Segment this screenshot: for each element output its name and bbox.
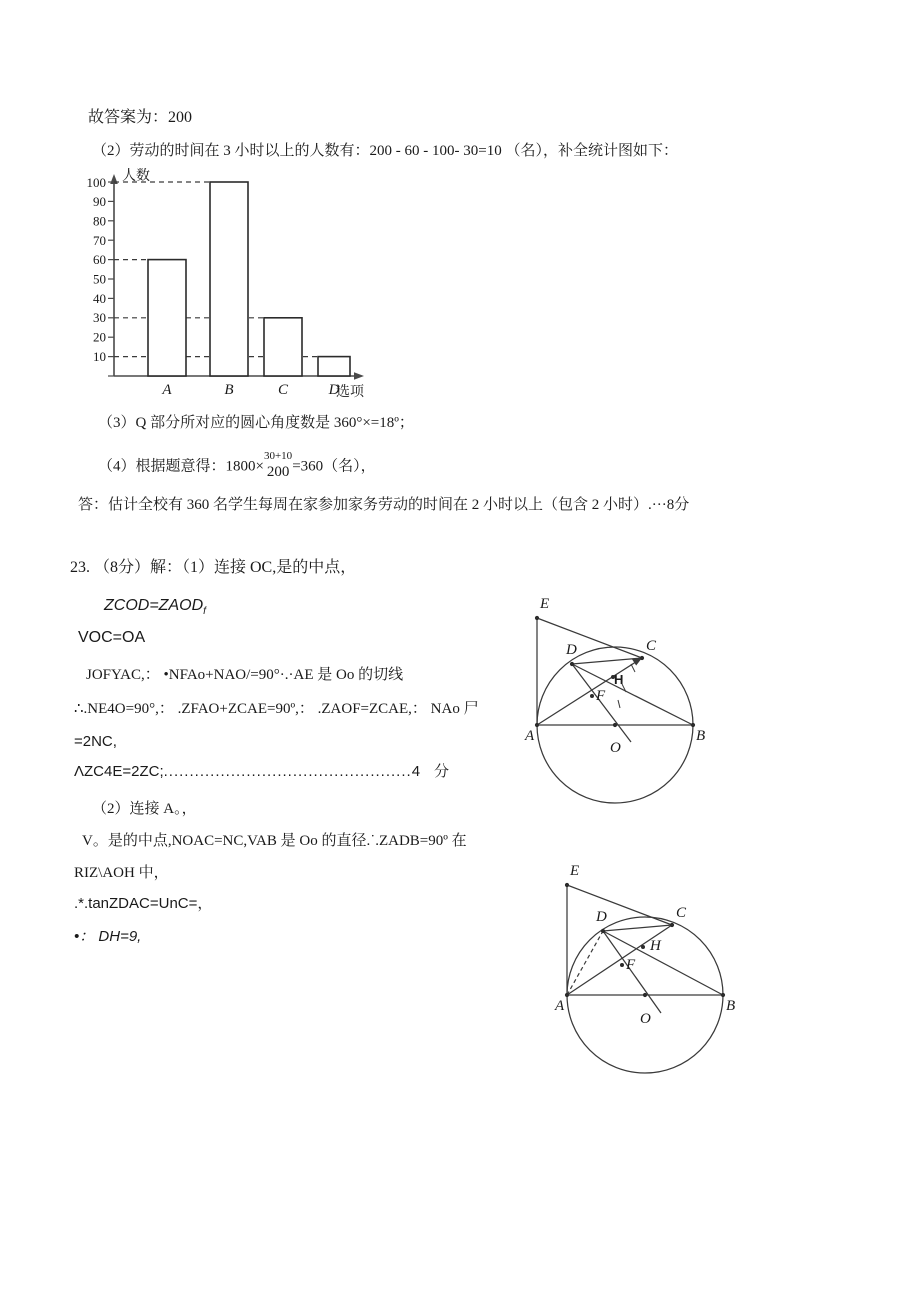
svg-text:D: D — [328, 382, 340, 398]
label-H: H — [650, 938, 661, 954]
svg-text:30: 30 — [93, 310, 106, 325]
conclusion-line: 答：估计全校有 360 名学生每周在家参加家务劳动的时间在 2 小时以上（包含 2 小时）.···8分 — [78, 497, 690, 513]
q23-line-3: JOFYAC,： •NFAo+NAO/=90°·.·AE 是 Oo 的切线 — [86, 667, 404, 683]
circle-diagram-2 — [500, 845, 800, 1100]
label-B: B — [726, 998, 736, 1014]
fraction-denominator: 200 — [266, 463, 290, 480]
label-F: F — [596, 688, 606, 704]
item-2-text: （2）劳动的时间在 3 小时以上的人数有：200 - 60 - 100- 30=10 （名），补全统计图如下： — [92, 143, 678, 159]
q23-line-6-unit: 分 — [434, 764, 450, 780]
label-D: D — [596, 909, 607, 925]
q23-part2-line-1: V。是的中点,NOAC=NC,VAB 是 Oo 的直径.˙.ZADB=90º 在 — [82, 833, 467, 849]
svg-text:50: 50 — [93, 271, 106, 287]
label-D: D — [566, 642, 577, 658]
label-F: F — [626, 957, 636, 973]
q23-part2-line-4: •： DH=9, — [74, 928, 142, 945]
bar-chart — [78, 168, 378, 408]
svg-text:10: 10 — [93, 349, 106, 364]
label-C: C — [646, 638, 657, 654]
item-4-text — [98, 452, 376, 482]
item-4-prefix: （4）根据题意得：1800× — [98, 458, 264, 475]
svg-text:A: A — [162, 382, 172, 398]
label-O: O — [640, 1011, 651, 1027]
question-23-heading: 23. （8分）解：（1）连接 OC,是的中点， — [70, 559, 357, 576]
q23-line-6-dots: ................................................ — [163, 763, 412, 780]
label-B: B — [696, 728, 706, 744]
label-A: A — [555, 998, 565, 1014]
q23-line-2: VOC=OA — [78, 629, 146, 646]
label-H: H — [614, 672, 624, 687]
answer-line-200: 故答案为：200 — [88, 109, 193, 126]
q23-line-6 — [74, 763, 449, 782]
svg-text:90: 90 — [93, 194, 106, 209]
label-A: A — [525, 728, 535, 744]
q23-line-1-main: ZCOD=ZAOD — [104, 597, 204, 614]
dashed-chord-AD — [567, 931, 603, 995]
label-C: C — [676, 905, 687, 921]
svg-text:20: 20 — [93, 329, 106, 345]
svg-text:70: 70 — [93, 233, 106, 248]
q23-part2-line-2: RIZ\AOH 中， — [74, 865, 169, 881]
q23-line-5: =2NC, — [74, 733, 117, 750]
svg-text:B: B — [224, 382, 234, 398]
label-E: E — [540, 596, 550, 612]
q23-part2-heading: （2）连接 A。， — [92, 801, 197, 817]
q23-line-1 — [104, 596, 206, 619]
q23-line-1-subscript: f — [203, 606, 206, 618]
item-3-text: （3）Q 部分所对应的圆心角度数是 360°×=18º； — [98, 415, 414, 431]
q23-line-6-score: 4 — [411, 763, 421, 780]
q23-line-4: ∴.NE4O=90°,： .ZFAO+ZCAE=90º,： .ZAOF=ZCAE,： NAo 尸 — [74, 701, 479, 717]
svg-text:C: C — [277, 382, 289, 398]
svg-text:100: 100 — [86, 175, 106, 190]
fraction-numerator: 30+10 — [263, 450, 293, 462]
svg-text:人数: 人数 — [122, 169, 150, 184]
circle-diagram-1 — [500, 580, 800, 835]
svg-text:80: 80 — [93, 213, 106, 229]
svg-text:40: 40 — [93, 291, 106, 306]
svg-text:60: 60 — [93, 252, 106, 267]
label-E: E — [570, 863, 580, 879]
label-O: O — [610, 740, 621, 756]
item-4-suffix: =360（名）， — [292, 458, 376, 475]
q23-line-6-text: ΛZC4E=2ZC; — [74, 763, 164, 780]
svg-text:选项: 选项 — [336, 385, 364, 400]
q23-part2-line-3: .*.tanZDAC=UnC=， — [74, 895, 213, 912]
item-4-fraction — [264, 451, 292, 481]
